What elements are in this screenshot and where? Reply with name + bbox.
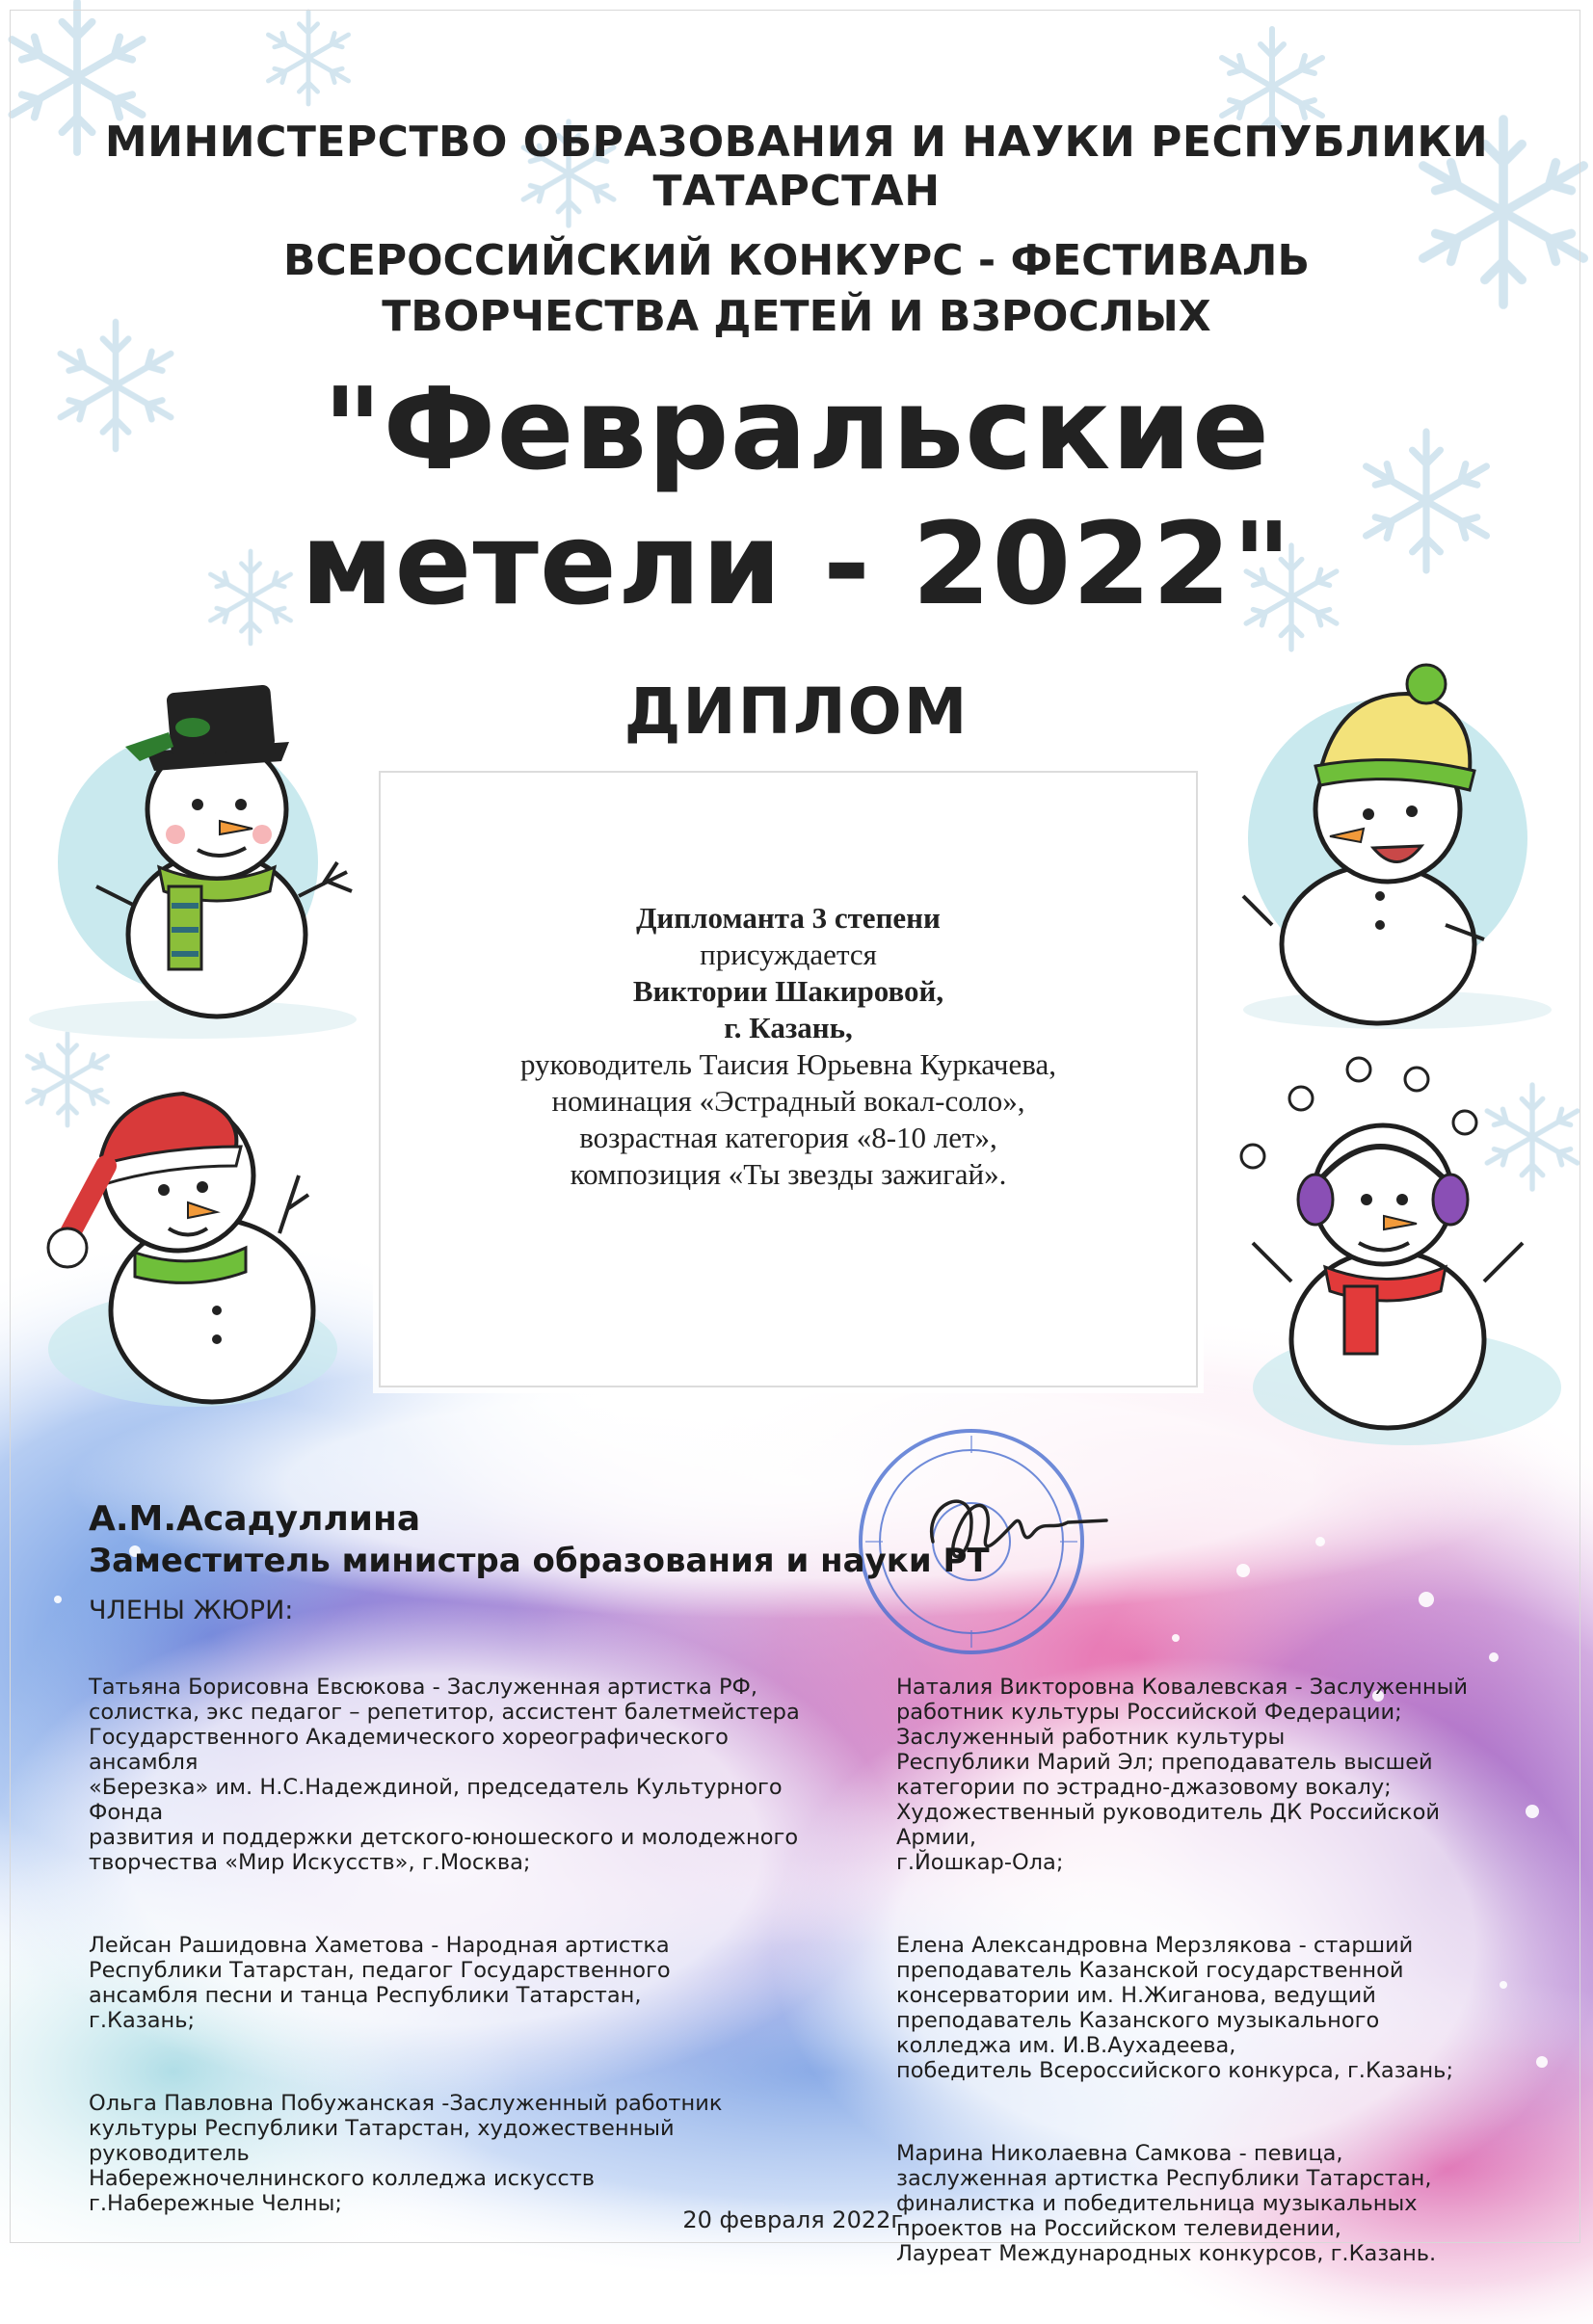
jury-member: Татьяна Борисовна Евсюкова - Заслуженная артистка РФ, солистка, экс педагог – репетитор, ассистент балетмейстера Государственного Академического хореографического ансамбля «Березка» им. Н.С.Надеждиной, председатель Культурного Фонда развития и поддержки детского-юношеского и молодежного творчества «Мир Искусств», г.Москва;: [89, 1675, 800, 1875]
jury-member: Наталия Викторовна Ковалевская - Заслуженный работник культуры Российской Федерации; Заслуженный работник культуры Республики Марий Эл; преподаватель высшей категории по эстрадно-джазовому вокалу; Художественный руководитель ДК Российской Армии, г.Йошкар-Ола;: [896, 1675, 1468, 1875]
award-card: [379, 771, 1198, 1387]
composition-line: композиция «Ты звезды зажигай».: [570, 1157, 1007, 1191]
award-text: [381, 900, 1196, 1193]
recipient-city: г. Казань,: [724, 1011, 853, 1044]
award-verb: присуждается: [700, 938, 877, 971]
leader-line: руководитель Таисия Юрьевна Куркачева,: [519, 1047, 1057, 1081]
contest-title-line-2: ТВОРЧЕСТВА ДЕТЕЙ И ВЗРОСЛЫХ: [382, 292, 1211, 341]
age-category-line: возрастная категория «8-10 лет»,: [579, 1121, 997, 1154]
award-degree: Дипломанта 3 степени: [636, 901, 941, 935]
jury-member: Елена Александровна Мерзлякова - старший преподаватель Казанской государственной консерватории им. Н.Жиганова, ведущий преподаватель Казанского музыкального колледжа им. И.В.Аухадеева, победитель Всероссийского конкурса, г.Казань;: [896, 1933, 1454, 2083]
document-date: 20 февраля 2022г.: [682, 2206, 911, 2233]
signatory-name: А.М.Асадуллина: [89, 1499, 421, 1539]
snowman-earmuffs-illustration: [1241, 1058, 1561, 1445]
jury-heading: ЧЛЕНЫ ЖЮРИ:: [89, 1596, 294, 1625]
jury-member: Ольга Павловна Побужанская -Заслуженный работник культуры Республики Татарстан, художественный руководитель Набережночелнинского колледжа искусств г.Набережные Челны;: [89, 2091, 723, 2216]
jury-member: Марина Николаевна Самкова - певица, заслуженная артистка Республики Татарстан, финалистка и победительница музыкальных проектов на Российском телевидении, Лауреат Международных конкурсов, г.Казань.: [896, 2141, 1437, 2266]
nomination-line: номинация «Эстрадный вокал-соло»,: [551, 1084, 1025, 1118]
contest-title-line-1: ВСЕРОССИЙСКИЙ КОНКУРС - ФЕСТИВАЛЬ: [282, 236, 1310, 285]
ministry-name: МИНИСТЕРСТВО ОБРАЗОВАНИЯ И НАУКИ РЕСПУБЛИКИ ТАТАРСТАН: [104, 118, 1489, 216]
festival-name-line-2: метели - 2022": [300, 497, 1293, 630]
signatory-role: Заместитель министра образования и науки РТ: [89, 1542, 990, 1580]
document-type: ДИПЛОМ: [624, 674, 969, 749]
jury-list-left: [89, 1650, 831, 2274]
recipient-name: Виктории Шакировой,: [632, 974, 944, 1008]
festival-name-line-1: "Февральские: [322, 362, 1271, 495]
jury-member: Лейсан Рашидовна Хаметова - Народная артистка Республики Татарстан, педагог Государственного ансамбля песни и танца Республики Татарстан, г.Казань;: [89, 1933, 671, 2033]
